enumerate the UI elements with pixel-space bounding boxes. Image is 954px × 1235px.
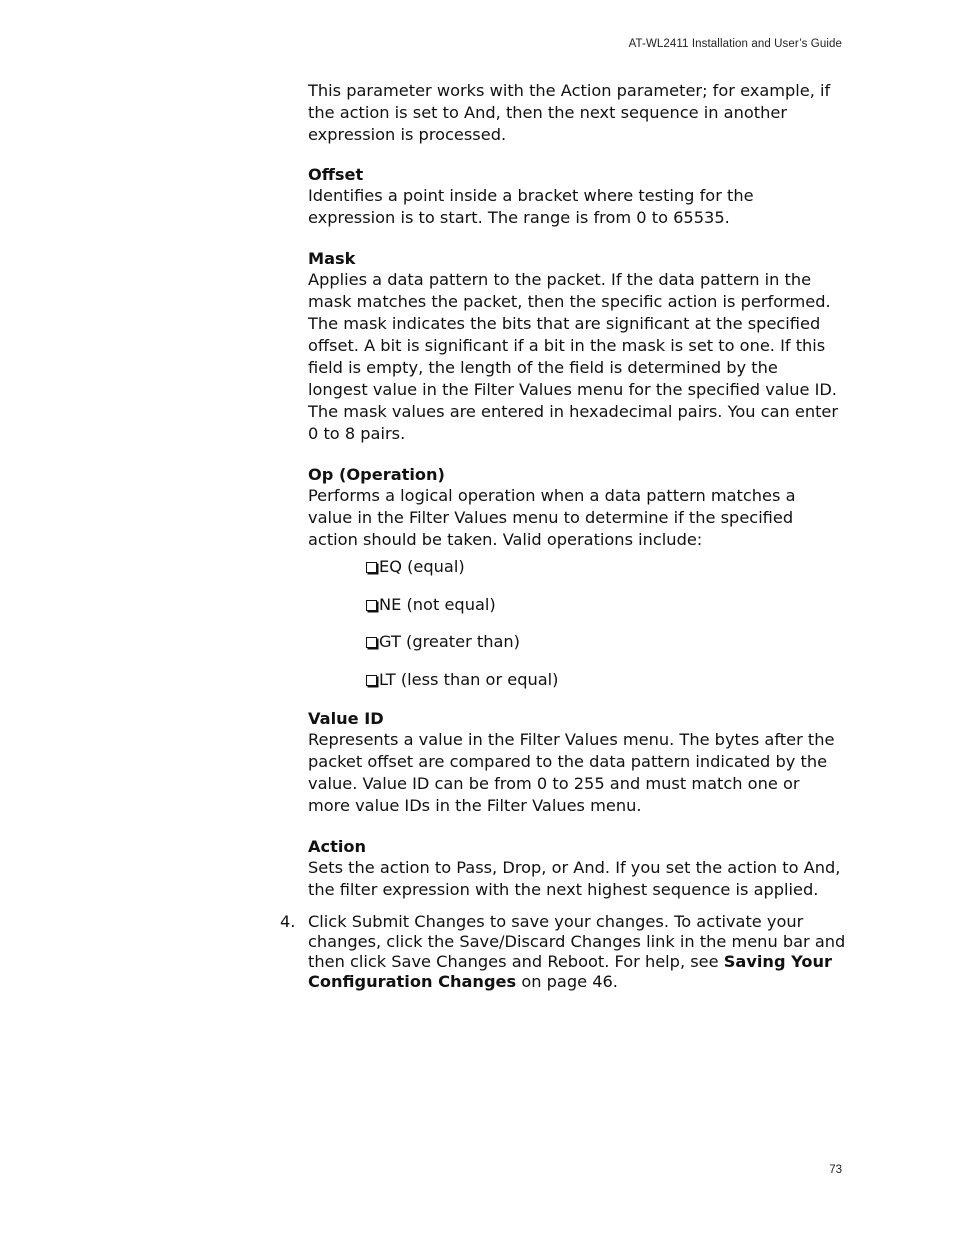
list-item bbox=[366, 669, 842, 691]
list-item-label: EQ (equal) bbox=[379, 557, 465, 576]
term-body: Represents a value in the Filter Values menu. The bytes after the packet offset are compared to the data pattern indicated by the value. Value ID can be from 0 to 255 and must match one or more value IDs in the Filter Values menu. bbox=[308, 729, 835, 815]
term-body: Identifies a point inside a bracket where testing for the expression is to start. The range is from 0 to 65535. bbox=[308, 186, 754, 227]
list-item bbox=[366, 556, 842, 578]
step-text-before: Click Submit Changes to save your changes. To activate your changes, click the Save/Discard Changes link in the menu bar and then click Save Changes and Reboot. For help, see bbox=[308, 912, 846, 971]
term-mask bbox=[308, 248, 842, 445]
term-op bbox=[308, 464, 842, 691]
list-item bbox=[366, 594, 842, 616]
checkbox-bullet-icon bbox=[366, 675, 377, 686]
step-text bbox=[308, 912, 846, 992]
term-body: Performs a logical operation when a data pattern matches a value in the Filter Values menu to determine if the specified action should be taken. Valid operations include: bbox=[308, 486, 796, 549]
term-body: Sets the action to Pass, Drop, or And. If you set the action to And, the filter expression with the next highest sequence is applied. bbox=[308, 857, 841, 899]
term-value-id bbox=[308, 708, 842, 817]
step-4 bbox=[280, 912, 846, 992]
list-item-label: LT (less than or equal) bbox=[379, 669, 559, 689]
page-number: 73 bbox=[829, 1164, 842, 1176]
list-item-label: GT (greater than) bbox=[379, 632, 520, 651]
term-body: Applies a data pattern to the packet. If the data pattern in the mask matches the packet, then the specific action is performed. The mask indicates the bits that are significant at the specified offset. A bit is significant if a bit in the mask is set to one. If this field is empty, the length of the field is determined by the longest value in the Filter Values menu for the specified value ID. The mask values are entered in hexadecimal pairs. You can enter 0 to 8 pairs. bbox=[308, 270, 839, 443]
step-number: 4. bbox=[280, 912, 296, 931]
term-offset bbox=[308, 164, 842, 229]
intro-paragraph: This parameter works with the Action parameter; for example, if the action is set to And, then the next sequence in another expression is processed. bbox=[308, 81, 831, 144]
list-item-label: NE (not equal) bbox=[379, 594, 496, 614]
main-content bbox=[308, 80, 842, 920]
step-text-after: on page 46. bbox=[516, 972, 618, 991]
term-title: Mask bbox=[308, 249, 356, 268]
term-title: Action bbox=[308, 836, 367, 856]
running-header: AT-WL2411 Installation and User’s Guide bbox=[628, 38, 842, 50]
list-item bbox=[366, 631, 842, 653]
operations-list bbox=[308, 556, 842, 691]
term-title: Op (Operation) bbox=[308, 465, 445, 484]
term-title: Value ID bbox=[308, 708, 384, 728]
term-action bbox=[308, 836, 842, 901]
checkbox-bullet-icon bbox=[366, 562, 377, 573]
term-title: Offset bbox=[308, 165, 364, 184]
checkbox-bullet-icon bbox=[366, 637, 377, 648]
checkbox-bullet-icon bbox=[366, 600, 377, 611]
cross-reference-link[interactable]: Saving Your Configuration Changes bbox=[308, 952, 833, 991]
